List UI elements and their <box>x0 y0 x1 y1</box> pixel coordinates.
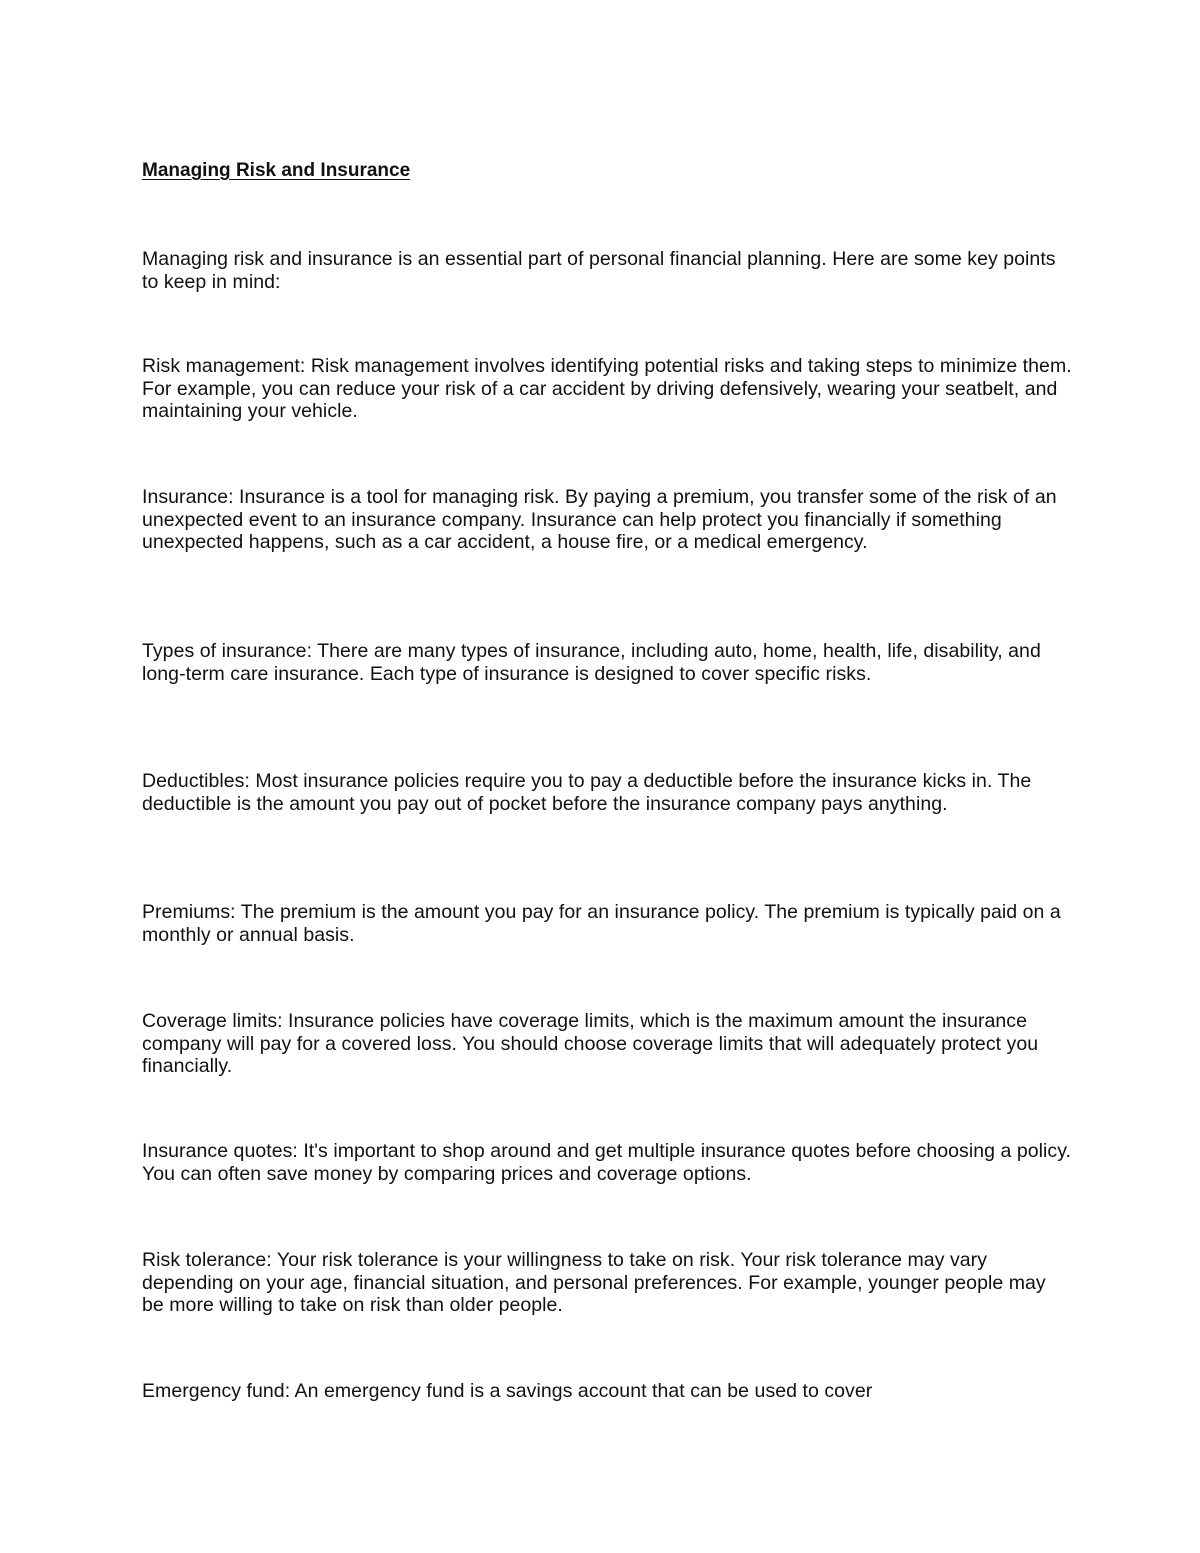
document-title: Managing Risk and Insurance <box>142 160 411 181</box>
paragraph-premiums: Premiums: The premium is the amount you pay for an insurance policy. The premium is typically paid on a monthly or annual basis. <box>142 901 1061 946</box>
paragraph-deductibles: Deductibles: Most insurance policies require you to pay a deductible before the insurance kicks in. The deductible is the amount you pay out of pocket before the insurance company pays anything. <box>142 770 1032 815</box>
paragraph-coverage-limits: Coverage limits: Insurance policies have coverage limits, which is the maximum amount the insurance company will pay for a covered loss. You should choose coverage limits that will adequately protect you financially. <box>142 1010 1039 1077</box>
paragraph-risk-tolerance: Risk tolerance: Your risk tolerance is your willingness to take on risk. Your risk tolerance may vary depending on your age, financial situation, and personal preferences. For example, younger people may be more willing to take on risk than older people. <box>142 1249 1046 1316</box>
paragraph-insurance-quotes: Insurance quotes: It's important to shop around and get multiple insurance quotes before choosing a policy. You can often save money by comparing prices and coverage options. <box>142 1140 1072 1185</box>
paragraph-insurance: Insurance: Insurance is a tool for managing risk. By paying a premium, you transfer some of the risk of an unexpected event to an insurance company. Insurance can help protect you financially if something unexpected happens, such as a car accident, a house fire, or a medical emergency. <box>142 486 1057 553</box>
paragraph-types-of-insurance: Types of insurance: There are many types of insurance, including auto, home, health, life, disability, and long-term care insurance. Each type of insurance is designed to cover specific risks. <box>142 640 1041 685</box>
intro-paragraph: Managing risk and insurance is an essential part of personal financial planning. Here are some key points to keep in mind: <box>142 248 1056 293</box>
paragraph-emergency-fund: Emergency fund: An emergency fund is a savings account that can be used to cover <box>142 1380 873 1402</box>
paragraph-risk-management: Risk management: Risk management involves identifying potential risks and taking steps to minimize them. For example, you can reduce your risk of a car accident by driving defensively, wearing your seatbelt, and maintaining your vehicle. <box>142 355 1072 422</box>
